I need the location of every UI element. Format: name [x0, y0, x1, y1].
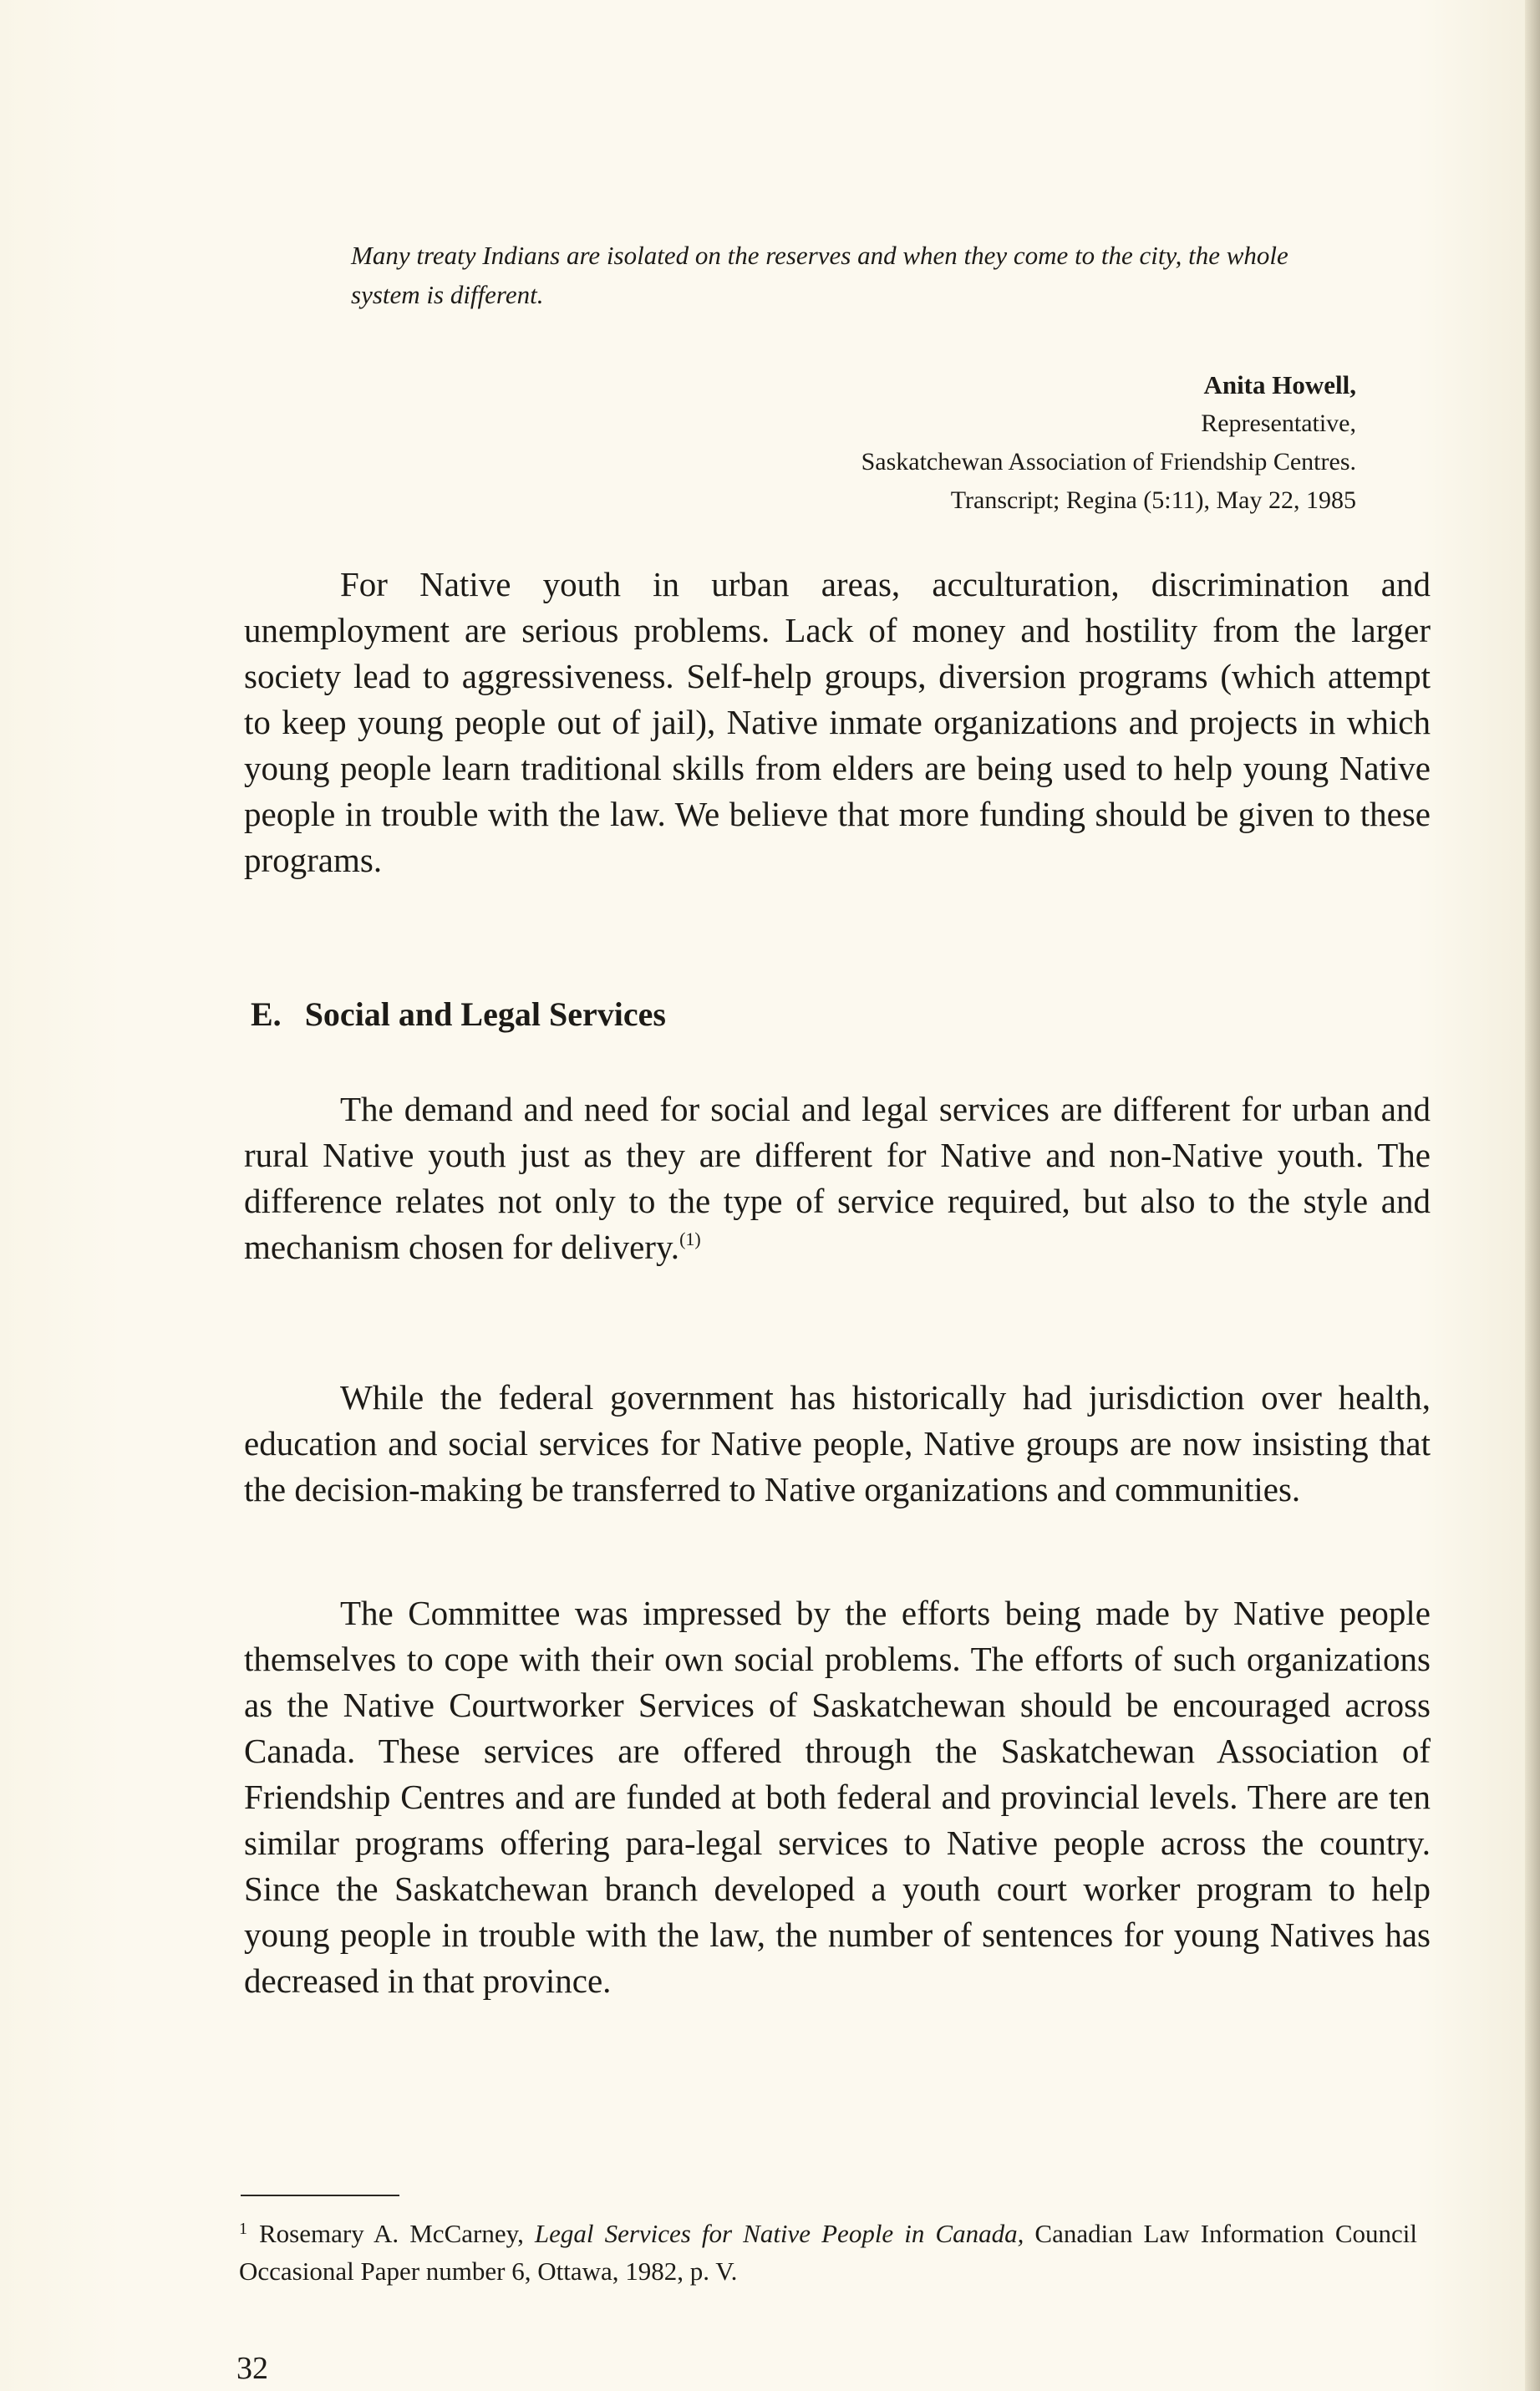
footnote — [239, 2210, 1417, 2290]
footnote-reference: (1) — [679, 1229, 701, 1249]
paragraph-committee-impressed: The Committee was impressed by the efforts being made by Native people themselves to cope with their own social problems. The efforts of such organizations as the Native Courtworker Services of Saskatchewan should be encouraged across Canada. These services are offered through the Saskatchewan Association of Friendship Centres and are funded at both federal and provincial levels. There are ten similar programs offering para-legal services to Native people across the country. Since the Saskatchewan branch developed a youth court worker program to help young people in trouble with the law, the number of sentences for young Natives has decreased in that province. — [244, 1594, 1431, 2000]
paragraph-demand-text: The demand and need for social and legal services are different for urban and rural Native youth just as they are different for Native and non-Native youth. The difference relates not only to the type of service required, but also to the style and mechanism chosen for delivery. — [244, 1090, 1431, 1266]
attribution-organization: Saskatchewan Association of Friendship Centres. — [861, 448, 1356, 476]
epigraph-quote — [351, 236, 1354, 314]
footnote-divider — [241, 2195, 399, 2196]
attribution-name: Anita Howell, — [1203, 370, 1356, 399]
section-heading — [251, 995, 666, 1034]
footnote-book-title: Legal Services for Native People in Canada, — [534, 2219, 1024, 2248]
paragraph-native-youth-urban: For Native youth in urban areas, acculturation, discrimination and unemployment are serious problems. Lack of money and hostility from the larger society lead to aggressiveness. Self-help groups, diversion programs (which attempt to keep young people out of jail), Native inmate organizations and projects in which young people learn traditional skills from elders are being used to help young Native people in trouble with the law. We believe that more funding should be given to these programs. — [244, 565, 1431, 879]
paragraph-federal-jurisdiction: While the federal government has historically had jurisdiction over health, education and social services for Native people, Native groups are now insisting that the decision-making be transferred to Native organizations and communities. — [244, 1378, 1431, 1508]
attribution-source: Transcript; Regina (5:11), May 22, 1985 — [950, 486, 1356, 514]
section-title: Social and Legal Services — [304, 995, 666, 1033]
epigraph-text: Many treaty Indians are isolated on the reserves and when they come to the city, the whole system is different. — [351, 241, 1288, 309]
page-number: 32 — [236, 2351, 268, 2386]
section-letter: E. — [251, 995, 282, 1033]
page-binding-edge — [1525, 0, 1540, 2391]
epigraph-attribution — [861, 366, 1356, 520]
footnote-mark: 1 — [239, 2220, 247, 2238]
attribution-title: Representative, — [1201, 410, 1356, 437]
footnote-author: Rosemary A. McCarney, — [259, 2219, 524, 2248]
footnote-publication: Canadian Law Information Council Occasional Paper number 6, Ottawa, 1982, p. V. — [239, 2219, 1417, 2286]
paragraph-demand-and-need — [244, 1086, 1431, 1270]
